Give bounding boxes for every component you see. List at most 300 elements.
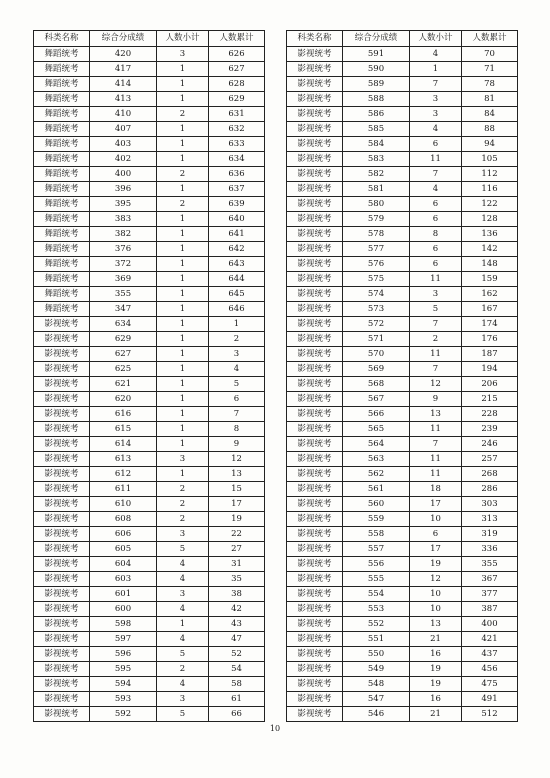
cell-category: 舞蹈统考 — [34, 77, 90, 92]
cell-count: 7 — [410, 362, 462, 377]
cell-score: 564 — [343, 437, 410, 452]
cell-cumulative: 367 — [462, 572, 518, 587]
cell-category: 舞蹈统考 — [34, 137, 90, 152]
cell-cumulative: 456 — [462, 662, 518, 677]
cell-cumulative: 215 — [462, 392, 518, 407]
cell-cumulative: 58 — [209, 677, 265, 692]
cell-category: 影视统考 — [287, 137, 343, 152]
cell-score: 582 — [343, 167, 410, 182]
table-row — [34, 662, 265, 677]
table-row — [287, 407, 518, 422]
cell-score: 613 — [90, 452, 157, 467]
table-row — [287, 647, 518, 662]
cell-category: 影视统考 — [287, 272, 343, 287]
cell-count: 2 — [157, 197, 209, 212]
cell-score: 606 — [90, 527, 157, 542]
cell-cumulative: 70 — [462, 47, 518, 62]
cell-count: 9 — [410, 392, 462, 407]
cell-cumulative: 112 — [462, 167, 518, 182]
table-row — [34, 692, 265, 707]
cell-score: 369 — [90, 272, 157, 287]
cell-category: 影视统考 — [287, 467, 343, 482]
cell-score: 580 — [343, 197, 410, 212]
cell-count: 11 — [410, 452, 462, 467]
page-number: 10 — [269, 724, 281, 733]
cell-count: 5 — [157, 647, 209, 662]
cell-category: 影视统考 — [34, 437, 90, 452]
cell-score: 571 — [343, 332, 410, 347]
cell-count: 13 — [410, 617, 462, 632]
cell-cumulative: 2 — [209, 332, 265, 347]
cell-cumulative: 257 — [462, 452, 518, 467]
cell-score: 420 — [90, 47, 157, 62]
cell-category: 影视统考 — [287, 257, 343, 272]
cell-cumulative: 4 — [209, 362, 265, 377]
table-row — [34, 287, 265, 302]
cell-cumulative: 38 — [209, 587, 265, 602]
cell-score: 563 — [343, 452, 410, 467]
cell-category: 影视统考 — [287, 92, 343, 107]
cell-count: 2 — [157, 167, 209, 182]
cell-cumulative: 3 — [209, 347, 265, 362]
cell-category: 影视统考 — [287, 377, 343, 392]
cell-category: 影视统考 — [34, 617, 90, 632]
cell-count: 21 — [410, 707, 462, 722]
table-row — [34, 257, 265, 272]
cell-count: 2 — [157, 107, 209, 122]
cell-score: 605 — [90, 542, 157, 557]
cell-category: 影视统考 — [287, 452, 343, 467]
cell-count: 1 — [410, 62, 462, 77]
score-table-left — [33, 30, 265, 722]
table-row — [34, 467, 265, 482]
header-row — [34, 31, 265, 47]
cell-category: 影视统考 — [287, 587, 343, 602]
table-row — [34, 227, 265, 242]
cell-count: 1 — [157, 317, 209, 332]
cell-count: 3 — [157, 692, 209, 707]
cell-score: 581 — [343, 182, 410, 197]
cell-category: 影视统考 — [34, 662, 90, 677]
cell-cumulative: 13 — [209, 467, 265, 482]
table-row — [287, 527, 518, 542]
cell-cumulative: 643 — [209, 257, 265, 272]
table-row — [34, 707, 265, 722]
cell-category: 影视统考 — [287, 212, 343, 227]
cell-category: 影视统考 — [34, 527, 90, 542]
cell-cumulative: 644 — [209, 272, 265, 287]
cell-category: 舞蹈统考 — [34, 242, 90, 257]
cell-score: 585 — [343, 122, 410, 137]
cell-cumulative: 54 — [209, 662, 265, 677]
cell-category: 舞蹈统考 — [34, 92, 90, 107]
table-row — [34, 392, 265, 407]
table-row — [287, 617, 518, 632]
cell-score: 566 — [343, 407, 410, 422]
table-row — [287, 272, 518, 287]
table-row — [34, 602, 265, 617]
cell-count: 7 — [410, 77, 462, 92]
cell-count: 1 — [157, 242, 209, 257]
header-cumulative: 人数累计 — [462, 31, 518, 47]
cell-category: 影视统考 — [287, 107, 343, 122]
cell-count: 4 — [410, 47, 462, 62]
cell-category: 影视统考 — [34, 317, 90, 332]
table-row — [34, 497, 265, 512]
cell-category: 影视统考 — [34, 647, 90, 662]
header-category: 科类名称 — [287, 31, 343, 47]
cell-score: 395 — [90, 197, 157, 212]
cell-score: 601 — [90, 587, 157, 602]
table-row — [287, 62, 518, 77]
cell-cumulative: 634 — [209, 152, 265, 167]
cell-category: 影视统考 — [287, 572, 343, 587]
cell-category: 影视统考 — [34, 362, 90, 377]
table-row — [287, 662, 518, 677]
cell-cumulative: 303 — [462, 497, 518, 512]
header-row — [287, 31, 518, 47]
table-row — [34, 437, 265, 452]
cell-score: 590 — [343, 62, 410, 77]
table-row — [34, 272, 265, 287]
table-row — [287, 152, 518, 167]
cell-score: 552 — [343, 617, 410, 632]
cell-cumulative: 78 — [462, 77, 518, 92]
table-row — [287, 47, 518, 62]
cell-count: 1 — [157, 347, 209, 362]
cell-count: 21 — [410, 632, 462, 647]
table-row — [287, 332, 518, 347]
table-row — [287, 482, 518, 497]
cell-cumulative: 128 — [462, 212, 518, 227]
table-row — [34, 317, 265, 332]
cell-count: 11 — [410, 467, 462, 482]
cell-count: 6 — [410, 137, 462, 152]
cell-count: 3 — [410, 287, 462, 302]
cell-category: 影视统考 — [287, 182, 343, 197]
cell-category: 影视统考 — [287, 287, 343, 302]
table-row — [34, 542, 265, 557]
cell-score: 562 — [343, 467, 410, 482]
cell-score: 556 — [343, 557, 410, 572]
cell-category: 影视统考 — [287, 227, 343, 242]
table-row — [287, 212, 518, 227]
cell-count: 1 — [157, 617, 209, 632]
cell-category: 影视统考 — [34, 392, 90, 407]
cell-count: 1 — [157, 62, 209, 77]
table-row — [34, 242, 265, 257]
cell-count: 4 — [157, 677, 209, 692]
cell-score: 554 — [343, 587, 410, 602]
cell-score: 565 — [343, 422, 410, 437]
cell-score: 547 — [343, 692, 410, 707]
cell-count: 1 — [157, 332, 209, 347]
cell-score: 575 — [343, 272, 410, 287]
cell-count: 1 — [157, 272, 209, 287]
table-row — [34, 557, 265, 572]
cell-cumulative: 637 — [209, 182, 265, 197]
cell-score: 413 — [90, 92, 157, 107]
table-row — [287, 107, 518, 122]
cell-cumulative: 22 — [209, 527, 265, 542]
cell-cumulative: 641 — [209, 227, 265, 242]
table-row — [287, 602, 518, 617]
table-row — [287, 92, 518, 107]
table-row — [287, 77, 518, 92]
cell-count: 1 — [157, 287, 209, 302]
table-row — [287, 422, 518, 437]
cell-score: 603 — [90, 572, 157, 587]
cell-score: 574 — [343, 287, 410, 302]
cell-count: 8 — [410, 227, 462, 242]
cell-score: 402 — [90, 152, 157, 167]
cell-score: 417 — [90, 62, 157, 77]
cell-score: 595 — [90, 662, 157, 677]
cell-category: 影视统考 — [34, 602, 90, 617]
cell-count: 16 — [410, 647, 462, 662]
cell-category: 舞蹈统考 — [34, 287, 90, 302]
cell-count: 4 — [157, 557, 209, 572]
cell-cumulative: 176 — [462, 332, 518, 347]
cell-count: 4 — [410, 122, 462, 137]
cell-cumulative: 228 — [462, 407, 518, 422]
cell-cumulative: 61 — [209, 692, 265, 707]
cell-count: 5 — [157, 542, 209, 557]
cell-category: 影视统考 — [287, 242, 343, 257]
cell-cumulative: 167 — [462, 302, 518, 317]
table-row — [34, 302, 265, 317]
cell-cumulative: 5 — [209, 377, 265, 392]
table-row — [287, 122, 518, 137]
cell-category: 影视统考 — [287, 317, 343, 332]
score-table-right — [286, 30, 518, 722]
cell-category: 影视统考 — [287, 557, 343, 572]
cell-score: 596 — [90, 647, 157, 662]
table-body — [287, 47, 518, 722]
table-row — [34, 407, 265, 422]
cell-category: 影视统考 — [34, 347, 90, 362]
cell-category: 影视统考 — [34, 332, 90, 347]
cell-cumulative: 12 — [209, 452, 265, 467]
cell-cumulative: 646 — [209, 302, 265, 317]
cell-count: 7 — [410, 437, 462, 452]
cell-category: 影视统考 — [34, 452, 90, 467]
cell-cumulative: 636 — [209, 167, 265, 182]
cell-category: 影视统考 — [287, 662, 343, 677]
cell-count: 10 — [410, 512, 462, 527]
cell-category: 舞蹈统考 — [34, 167, 90, 182]
cell-cumulative: 268 — [462, 467, 518, 482]
cell-score: 621 — [90, 377, 157, 392]
cell-category: 影视统考 — [34, 467, 90, 482]
table-row — [34, 347, 265, 362]
cell-category: 舞蹈统考 — [34, 122, 90, 137]
table-row — [287, 677, 518, 692]
cell-count: 1 — [157, 257, 209, 272]
cell-category: 影视统考 — [34, 422, 90, 437]
cell-count: 5 — [157, 707, 209, 722]
cell-count: 11 — [410, 152, 462, 167]
table-row — [287, 242, 518, 257]
header-category: 科类名称 — [34, 31, 90, 47]
cell-score: 548 — [343, 677, 410, 692]
cell-count: 3 — [410, 92, 462, 107]
cell-count: 7 — [410, 317, 462, 332]
cell-category: 影视统考 — [34, 497, 90, 512]
table-row — [34, 512, 265, 527]
cell-count: 3 — [410, 107, 462, 122]
table-row — [34, 617, 265, 632]
cell-score: 615 — [90, 422, 157, 437]
cell-cumulative: 645 — [209, 287, 265, 302]
cell-count: 1 — [157, 467, 209, 482]
cell-category: 影视统考 — [287, 437, 343, 452]
cell-score: 577 — [343, 242, 410, 257]
cell-category: 影视统考 — [287, 347, 343, 362]
cell-count: 10 — [410, 602, 462, 617]
table-row — [287, 452, 518, 467]
cell-count: 11 — [410, 422, 462, 437]
cell-score: 383 — [90, 212, 157, 227]
cell-cumulative: 187 — [462, 347, 518, 362]
cell-score: 557 — [343, 542, 410, 557]
table-row — [34, 212, 265, 227]
cell-score: 594 — [90, 677, 157, 692]
cell-count: 4 — [157, 602, 209, 617]
cell-count: 11 — [410, 347, 462, 362]
cell-score: 584 — [343, 137, 410, 152]
cell-count: 17 — [410, 542, 462, 557]
cell-category: 舞蹈统考 — [34, 47, 90, 62]
cell-score: 549 — [343, 662, 410, 677]
cell-category: 舞蹈统考 — [34, 197, 90, 212]
cell-cumulative: 642 — [209, 242, 265, 257]
cell-category: 舞蹈统考 — [34, 257, 90, 272]
cell-category: 影视统考 — [287, 362, 343, 377]
cell-cumulative: 142 — [462, 242, 518, 257]
table-row — [34, 47, 265, 62]
table-row — [34, 122, 265, 137]
cell-cumulative: 35 — [209, 572, 265, 587]
cell-count: 2 — [410, 332, 462, 347]
cell-count: 19 — [410, 662, 462, 677]
cell-cumulative: 627 — [209, 62, 265, 77]
table-row — [287, 377, 518, 392]
cell-category: 影视统考 — [34, 557, 90, 572]
cell-category: 影视统考 — [287, 692, 343, 707]
cell-score: 567 — [343, 392, 410, 407]
cell-category: 影视统考 — [287, 197, 343, 212]
cell-category: 影视统考 — [287, 122, 343, 137]
cell-count: 1 — [157, 362, 209, 377]
table-row — [287, 692, 518, 707]
cell-category: 影视统考 — [287, 407, 343, 422]
cell-score: 414 — [90, 77, 157, 92]
cell-category: 影视统考 — [287, 632, 343, 647]
header-count: 人数小计 — [157, 31, 209, 47]
cell-count: 3 — [157, 527, 209, 542]
cell-cumulative: 632 — [209, 122, 265, 137]
cell-score: 347 — [90, 302, 157, 317]
cell-score: 569 — [343, 362, 410, 377]
cell-score: 586 — [343, 107, 410, 122]
cell-cumulative: 1 — [209, 317, 265, 332]
cell-count: 6 — [410, 197, 462, 212]
cell-count: 12 — [410, 572, 462, 587]
cell-cumulative: 17 — [209, 497, 265, 512]
cell-cumulative: 105 — [462, 152, 518, 167]
cell-cumulative: 512 — [462, 707, 518, 722]
table-row — [287, 467, 518, 482]
cell-score: 610 — [90, 497, 157, 512]
table-row — [287, 392, 518, 407]
cell-score: 612 — [90, 467, 157, 482]
cell-count: 11 — [410, 272, 462, 287]
cell-cumulative: 313 — [462, 512, 518, 527]
table-row — [34, 137, 265, 152]
cell-category: 舞蹈统考 — [34, 107, 90, 122]
table-row — [287, 707, 518, 722]
cell-count: 1 — [157, 137, 209, 152]
cell-category: 影视统考 — [287, 62, 343, 77]
cell-score: 355 — [90, 287, 157, 302]
table-row — [287, 137, 518, 152]
cell-category: 影视统考 — [287, 677, 343, 692]
cell-cumulative: 94 — [462, 137, 518, 152]
cell-category: 舞蹈统考 — [34, 212, 90, 227]
cell-count: 12 — [410, 377, 462, 392]
table-row — [287, 542, 518, 557]
cell-count: 13 — [410, 407, 462, 422]
cell-category: 舞蹈统考 — [34, 302, 90, 317]
cell-cumulative: 81 — [462, 92, 518, 107]
cell-score: 559 — [343, 512, 410, 527]
table-row — [34, 107, 265, 122]
cell-score: 558 — [343, 527, 410, 542]
cell-count: 19 — [410, 677, 462, 692]
cell-score: 551 — [343, 632, 410, 647]
cell-score: 604 — [90, 557, 157, 572]
header-cumulative: 人数累计 — [209, 31, 265, 47]
cell-category: 影视统考 — [287, 602, 343, 617]
table-body — [34, 47, 265, 722]
cell-score: 561 — [343, 482, 410, 497]
cell-category: 影视统考 — [287, 527, 343, 542]
cell-score: 553 — [343, 602, 410, 617]
table-row — [287, 182, 518, 197]
cell-cumulative: 629 — [209, 92, 265, 107]
cell-category: 影视统考 — [34, 542, 90, 557]
cell-category: 影视统考 — [34, 692, 90, 707]
cell-category: 影视统考 — [287, 617, 343, 632]
cell-score: 403 — [90, 137, 157, 152]
cell-cumulative: 7 — [209, 407, 265, 422]
cell-cumulative: 71 — [462, 62, 518, 77]
cell-score: 600 — [90, 602, 157, 617]
cell-count: 3 — [157, 452, 209, 467]
cell-category: 影视统考 — [287, 512, 343, 527]
cell-count: 3 — [157, 587, 209, 602]
cell-cumulative: 15 — [209, 482, 265, 497]
cell-cumulative: 52 — [209, 647, 265, 662]
cell-category: 影视统考 — [287, 482, 343, 497]
cell-score: 608 — [90, 512, 157, 527]
cell-count: 6 — [410, 257, 462, 272]
cell-count: 1 — [157, 437, 209, 452]
table-row — [287, 302, 518, 317]
cell-count: 5 — [410, 302, 462, 317]
cell-cumulative: 27 — [209, 542, 265, 557]
